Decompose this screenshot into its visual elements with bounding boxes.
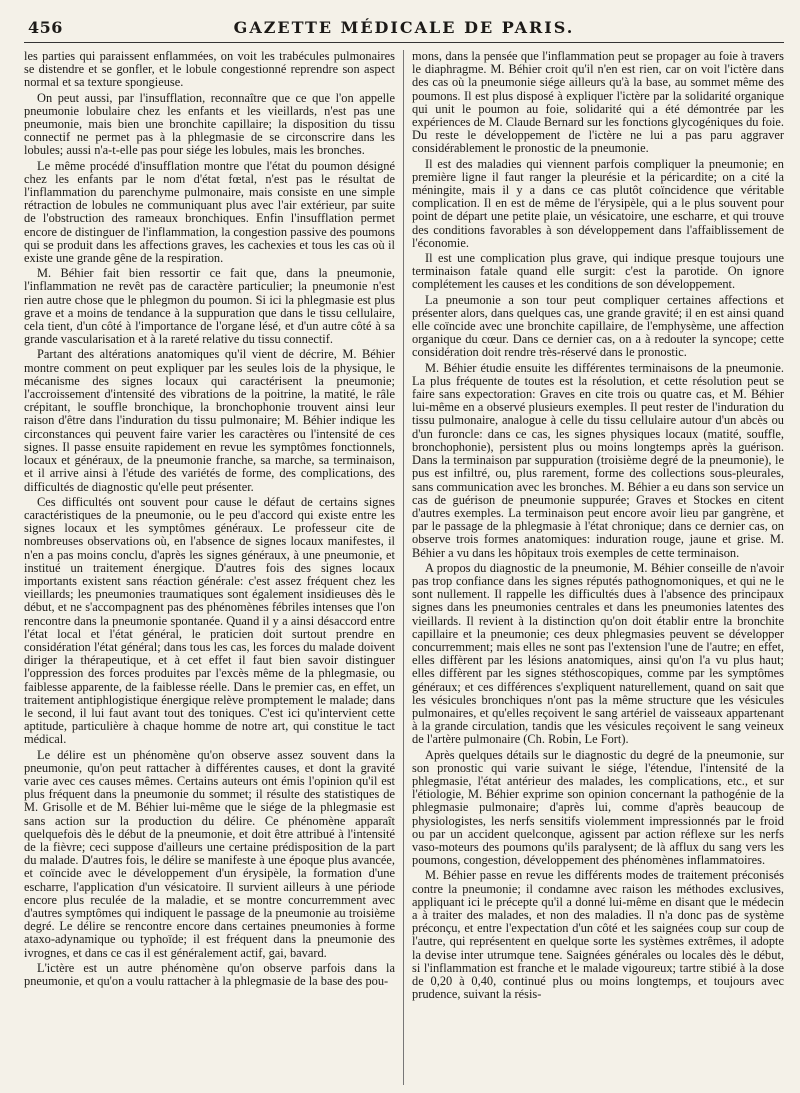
left-column: [24, 50, 395, 1085]
paragraph: Le délire est un phénomène qu'on observe assez souvent dans la pneumonie, qu'on peut rattacher à différentes causes, et dont la gravité varie avec ces causes mêmes. Certains auteurs ont émis l'opinion qu'il est plus fréquent dans la pneumonie du sommet; il résulte des statistiques de M. Grisolle et de M. Béhier lui-même que le siége de la phlegmasie est sans action sur la production du délire. Ce phénomène apparaît quelquefois dès le début de la pneumonie, et doit être attribué à l'intensité de la fièvre; ceci suppose d'ailleurs une certaine prédisposition de la part du malade. D'autres fois, le délire se manifeste à une époque plus avancée, et coïncide avec le développement d'un érysipèle, la formation d'une escharre, l'application d'un vésicatoire. Il survient ailleurs à une période encore plus reculée de la maladie, et se montre concurremment avec d'autres symptômes qui indiquent le passage de la pneumonie au troisième degré. Le délire se rencontre encore dans certaines pneumonies à forme ataxo-adynamique ou typhoïde; il est fréquent dans la pneumonie des ivrognes, et dans ce cas il est généralement actif, gai, bavard.: [24, 747, 395, 960]
paragraph: les parties qui paraissent enflammées, on voit les trabécules pulmonaires se distendre et se gonfler, et le lobule congestionné reprendre son aspect normal et sa texture spongieuse.: [24, 50, 395, 90]
paragraph: M. Béhier fait bien ressortir ce fait que, dans la pneumonie, l'inflammation ne revêt pas de caractère particulier; la pneumonie n'est rien autre chose que le phlegmon du poumon. Si ici la phlegmasie est plus grave et a moins de tendance à la suppuration que dans le tissu cellulaire, cela tient, d'un côté à l'importance de l'organe lésé, et d'un autre côté à sa grande vascularisation et à la rareté relative du tissu connectif.: [24, 266, 395, 347]
paragraph: Le même procédé d'insufflation montre que l'état du poumon désigné chez les enfants par le nom d'état fœtal, n'est pas le résultat de l'inflammation du parenchyme pulmonaire, mais consiste en une simple rétraction de lobules ne communiquant plus avec l'air extérieur, par suite de l'obstruction des rameaux bronchiques. Enfin l'insufflation permet encore de distinguer de l'inflammation, la congestion passive des poumons qui se produit dans les affections graves, les cachexies et tous les cas où il existe une grande gêne de la respiration.: [24, 158, 395, 266]
paragraph: Il est une complication plus grave, qui indique presque toujours une terminaison fatale quand elle surgit: c'est la parotide. On ignore complétement les causes et les conditions de son développement.: [412, 251, 784, 292]
journal-title: GAZETTE MÉDICALE DE PARIS.: [233, 18, 575, 37]
paragraph: mons, dans la pensée que l'inflammation peut se propager au foie à travers le diaphragme. M. Béhier croit qu'il n'en est rien, car on voit l'ictère dans des cas où la pneumonie siége ailleurs qu'à la base, au sommet même des poumons. Il est plus disposé à expliquer l'ictère par la solidarité organique qui unit le poumon au foie, solidarité qui a été démontrée par les expériences de M. Claude Bernard sur les fonctions glycogéniques du foie. Du reste le développement de l'ictère ne lui a pas paru aggraver considérablement le pronostic de la pneumonie.: [412, 50, 784, 156]
paragraph: A propos du diagnostic de la pneumonie, M. Béhier conseille de n'avoir pas trop confiance dans les signes réputés pathognomoniques, et qui ne le sont nullement. Il rappelle les difficultés dues à l'absence des principaux signes dans les pneumonies centrales et dans les pneumonies latentes des vieillards. Il revient à la distinction qu'on doit établir entre la bronchite capillaire et la pneumonie; ces deux phlegmasies peuvent se développer concurremment; mais elles ne sont pas l'extension l'une de l'autre; en effet, elles diffèrent par les lésions anatomiques, ainsi qu'on l'a vu plus haut; elles diffèrent par les signes stéthoscopiques, comme par les symptômes généraux; et ces différences s'expliquent naturellement, quand on sait que les vésicules bronchiques n'ont pas la même structure que les vésicules pulmonaires, et qu'elles reçoivent le sang artériel de vaisseaux appartenant à la grande circulation, tandis que les vésicules reçoivent le sang veineux de l'artère pulmonaire (Ch. Robin, Le Fort).: [412, 560, 784, 747]
paragraph: Ces difficultés ont souvent pour cause le défaut de certains signes caractéristiques de la pneumonie, ou le peu d'accord qui existe entre les signes locaux et les symptômes généraux. Le professeur cite de nombreuses observations où, en l'absence de signes locaux manifestes, il n'en a pas moins conclu, d'après les signes généraux, à une pneumonie, et institué un traitement énergique. D'autres fois des signes locaux importants existent sans réaction générale: c'est assez fréquent chez les vieillards; les pneumonies traumatiques sont également insidieuses dès le début, et ne s'accompagnent pas des phénomènes fébriles intenses que l'on rencontre dans la pneumonie spontanée. Quand il y a ainsi désaccord entre l'état local et l'état général, le praticien doit surtout prendre en considération l'état général; dans tous les cas, les forces du malade doivent diriger la thérapeutique, et à cet effet il faut bien savoir distinguer l'oppression des forces produites par l'excès même de la phlegmasie, ou faiblesse apparente, de la faiblesse réelle. Dans le premier cas, en effet, un traitement antiphlogistique énergique relève promptement le malade; dans le second, il lui faut avant tout des toniques. C'est ici qu'intervient cette aptitude, particulière à chaque homme de notre art, qui constitue le tact médical.: [24, 494, 395, 747]
right-column: [412, 50, 784, 1085]
column-divider: [403, 50, 404, 1085]
paragraph: La pneumonie a son tour peut compliquer certaines affections et présenter alors, dans quelques cas, une grande gravité; il en est ainsi quand elle coïncide avec une bronchite capillaire, de l'emphysème, une affection organique du cœur. Dans ce dernier cas, on a à redouter la syncope; cette considération doit rendre très-réservé dans le pronostic.: [412, 292, 784, 360]
paragraph: Après quelques détails sur le diagnostic du degré de la pneumonie, sur son pronostic qui varie suivant le siége, l'étendue, l'intensité de la phlegmasie, l'état antérieur des malades, les complications, etc., et sur l'étiologie, M. Béhier exprime son opinion concernant la pathogénie de la phlegmasie pulmonaire; d'après lui, comme d'après beaucoup de physiologistes, les nerfs sensitifs violemment impressionnés par le froid ou par un accident quelconque, agissent par action réflexe sur les nerfs vaso-moteurs des poumons qu'ils paralysent; de là afflux du sang vers les poumons, congestion, développement des phénomènes inflammatoires.: [412, 747, 784, 868]
page-header: [24, 16, 784, 43]
page-number: 456: [28, 18, 63, 37]
paragraph: L'ictère est un autre phénomène qu'on observe parfois dans la pneumonie, et qu'on a voulu rattacher à la phlegmasie de la base des pou-: [24, 960, 395, 989]
paragraph: On peut aussi, par l'insufflation, reconnaître que ce que l'on appelle pneumonie lobulaire chez les enfants et les vieillards, n'est pas une pneumonie, mais bien une bronchite capillaire; la disposition du tissu connectif ne permet pas à la phlegmasie de se circonscrire dans les lobules; aussi n'a-t-elle pas pour siége les lobules, mais les bronches.: [24, 90, 395, 158]
paragraph: Il est des maladies qui viennent parfois compliquer la pneumonie; en première ligne il faut ranger la pleurésie et la péricardite; on a cité la méningite, mais il y a dans ce cas plutôt coïncidence que véritable complication. Il en est de même de l'érysipèle, qui a le plus souvent pour point de départ une petite plaie, un vésicatoire, une escharre, et qui trouve des conditions favorables à son développement dans l'affaiblissement de l'économie.: [412, 156, 784, 250]
paragraph: Partant des altérations anatomiques qu'il vient de décrire, M. Béhier montre comment on peut expliquer par les seules lois de la physique, le mécanisme des signes locaux qui caractérisent la pneumonie; l'accroissement d'intensité des vibrations de la poitrine, la matité, le râle crépitant, le souffle bronchique, la bronchophonie trouvent ainsi leur raison d'être dans l'induration du tissu pulmonaire; M. Béhier indique les circonstances qui peuvent faire varier les caractères ou l'intensité de ces signes. Il passe ensuite rapidement en revue les symptômes fonctionnels, locaux et généraux, de la pneumonie franche, sa marche, sa terminaison, et il arrive ainsi à l'étude des variétés de forme, des complications, des difficultés de diagnostic qu'elle peut présenter.: [24, 347, 395, 494]
paragraph: M. Béhier passe en revue les différents modes de traitement préconisés contre la pneumonie; il condamne avec raison les méthodes exclusives, appliquant ici le précepte qu'il a donné lui-même en disant que le médecin a à traiter des malades, et non des maladies. Il n'a donc pas de système préconçu, et entre l'expectation d'un côté et les saignées coup sur coup de l'autre, qui représentent en quelque sorte les systèmes extrêmes, il adopte la devise inter utrumque tene. Saignées générales ou locales dès le début, si l'inflammation est franche et le malade vigoureux; tartre stibié à la dose de 0,20 à 0,40, continué plus ou moins longtemps, et toujours avec prudence, suivant la résis-: [412, 868, 784, 1002]
paragraph: M. Béhier étudie ensuite les différentes terminaisons de la pneumonie. La plus fréquente de toutes est la résolution, et cette résolution peut se faire sans expectoration: Graves en cite trois ou quatre cas, et M. Béhier lui-même en a observé plusieurs exemples. Il peut rester de l'induration du tissu pulmonaire, analogue à celle du tissu cellulaire autour d'un abcès ou d'un furoncle: dans ce cas, les signes physiques locaux (matité, souffle, bronchophonie), persistent plus ou moins longtemps après la guérison. Dans la terminaison par suppuration (troisième degré de la pneumonie), le pus est infiltré, ou, plus rarement, forme des collections sous-pleurales, sans communication avec les bronches. M. Béhier a eu dans son service un cas de guérison de pneumonie suppurée; Graves et Stockes en citent d'autres exemples. La terminaison peut encore avoir lieu par gangrène, et par le passage de la phlegmasie à l'état chronique; dans ce dernier cas, on observe trois formes anatomiques: induration rouge, jaune et grise. M. Béhier a vu dans les hôpitaux trois exemples de cette terminaison.: [412, 360, 784, 560]
